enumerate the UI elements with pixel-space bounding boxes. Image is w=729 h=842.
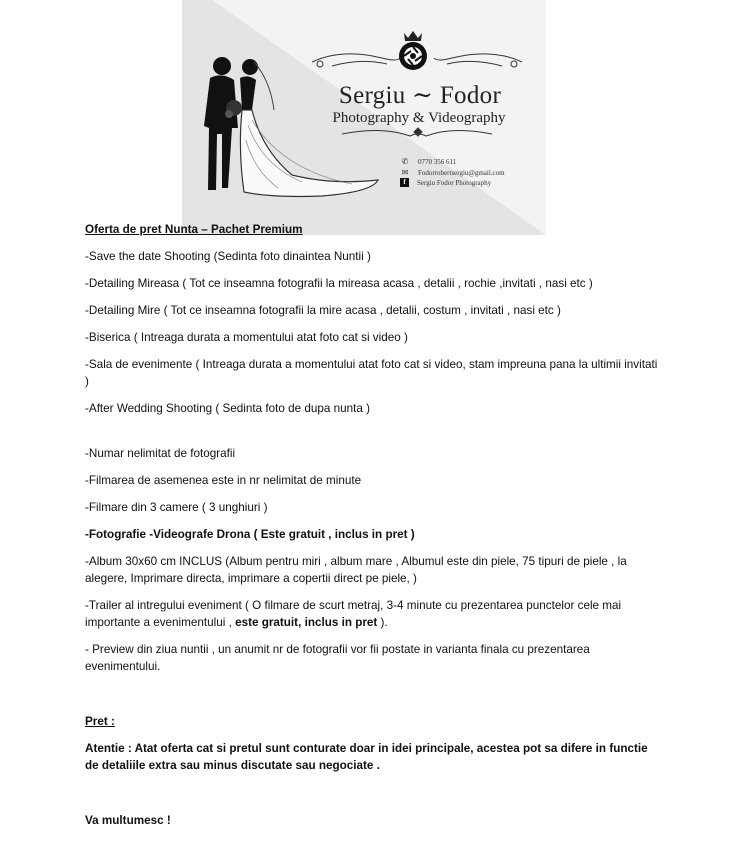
offer-title: Oferta de pret Nunta – Pachet Premium (85, 223, 303, 236)
trailer-text: -Trailer al intregului eveniment ( O filmare de scurt metraj, 3-4 minute cu prezentarea punctelor cele mai importante a evenimentului , (85, 599, 622, 629)
contact-email (400, 168, 505, 177)
trailer-end: ). (377, 616, 388, 629)
offer-item: -Biserica ( Intreaga durata a momentului atat foto cat si video ) (85, 331, 408, 344)
phone-icon: ✆ (401, 157, 409, 166)
album-included: -Album 30x60 cm INCLUS (Album pentru miri , album mare , Albumul este din piele, 75 tipuri de piele , la alegere, Imprimare directa, imprimare a copertii direct pe piele, ) (85, 555, 627, 585)
preview-item: - Preview din ziua nuntii , un anumit nr de fotografii vor fii postate in varianta finala cu prezentarea evenimentului. (85, 643, 590, 673)
trailer-free-note: este gratuit, inclus in pret (235, 616, 378, 629)
three-cameras: -Filmare din 3 camere ( 3 unghiuri ) (85, 501, 268, 514)
offer-item: -Save the date Shooting (Sedinta foto dinaintea Nuntii ) (85, 250, 371, 263)
drone-footage: -Fotografie -Videografe Drona ( Este gratuit , inclus in pret ) (85, 528, 415, 541)
email-address: Fodorrobertsergiu@gmail.com (418, 168, 505, 177)
facebook-icon: f (400, 178, 409, 187)
offer-item: -Detailing Mireasa ( Tot ce inseamna fotografii la mireasa acasa , detalii , rochie ,invitati , nasi etc ) (85, 277, 593, 290)
thanks-text: Va multumesc ! (85, 814, 171, 827)
camera-aperture-icon (399, 42, 427, 70)
mail-icon: ✉ (401, 168, 409, 177)
offer-item: -Sala de evenimente ( Intreaga durata a momentului atat foto cat si video, stam impreuna pana la ultimii invitati ) (85, 358, 658, 388)
contact-facebook (400, 178, 491, 187)
unlimited-photos: -Numar nelimitat de fotografii (85, 447, 236, 460)
header-banner (182, 0, 546, 235)
offer-item: -Detailing Mire ( Tot ce inseamna fotografii la mire acasa , detalii, costum , invitati , nasi etc ) (85, 304, 561, 317)
trailer-item (85, 597, 660, 631)
facebook-page: Sergiu Fodor Photography (417, 178, 492, 187)
price-heading: Pret : (85, 715, 115, 728)
notice-text: Atentie : Atat oferta cat si pretul sunt conturate doar in idei principale, acestea pot sa difere in functie de detaliile extra sau minus discutate sau negociate . (85, 742, 648, 772)
brand-subtitle: Photography & Videography (332, 110, 506, 126)
offer-document (85, 221, 660, 839)
brand-name: Sergiu ∼ Fodor (338, 82, 502, 109)
phone-number: 0770 356 611 (418, 157, 457, 166)
contact-phone (400, 157, 456, 166)
offer-item: -After Wedding Shooting ( Sedinta foto de dupa nunta ) (85, 402, 371, 415)
unlimited-video: -Filmarea de asemenea este in nr nelimitat de minute (85, 474, 362, 487)
